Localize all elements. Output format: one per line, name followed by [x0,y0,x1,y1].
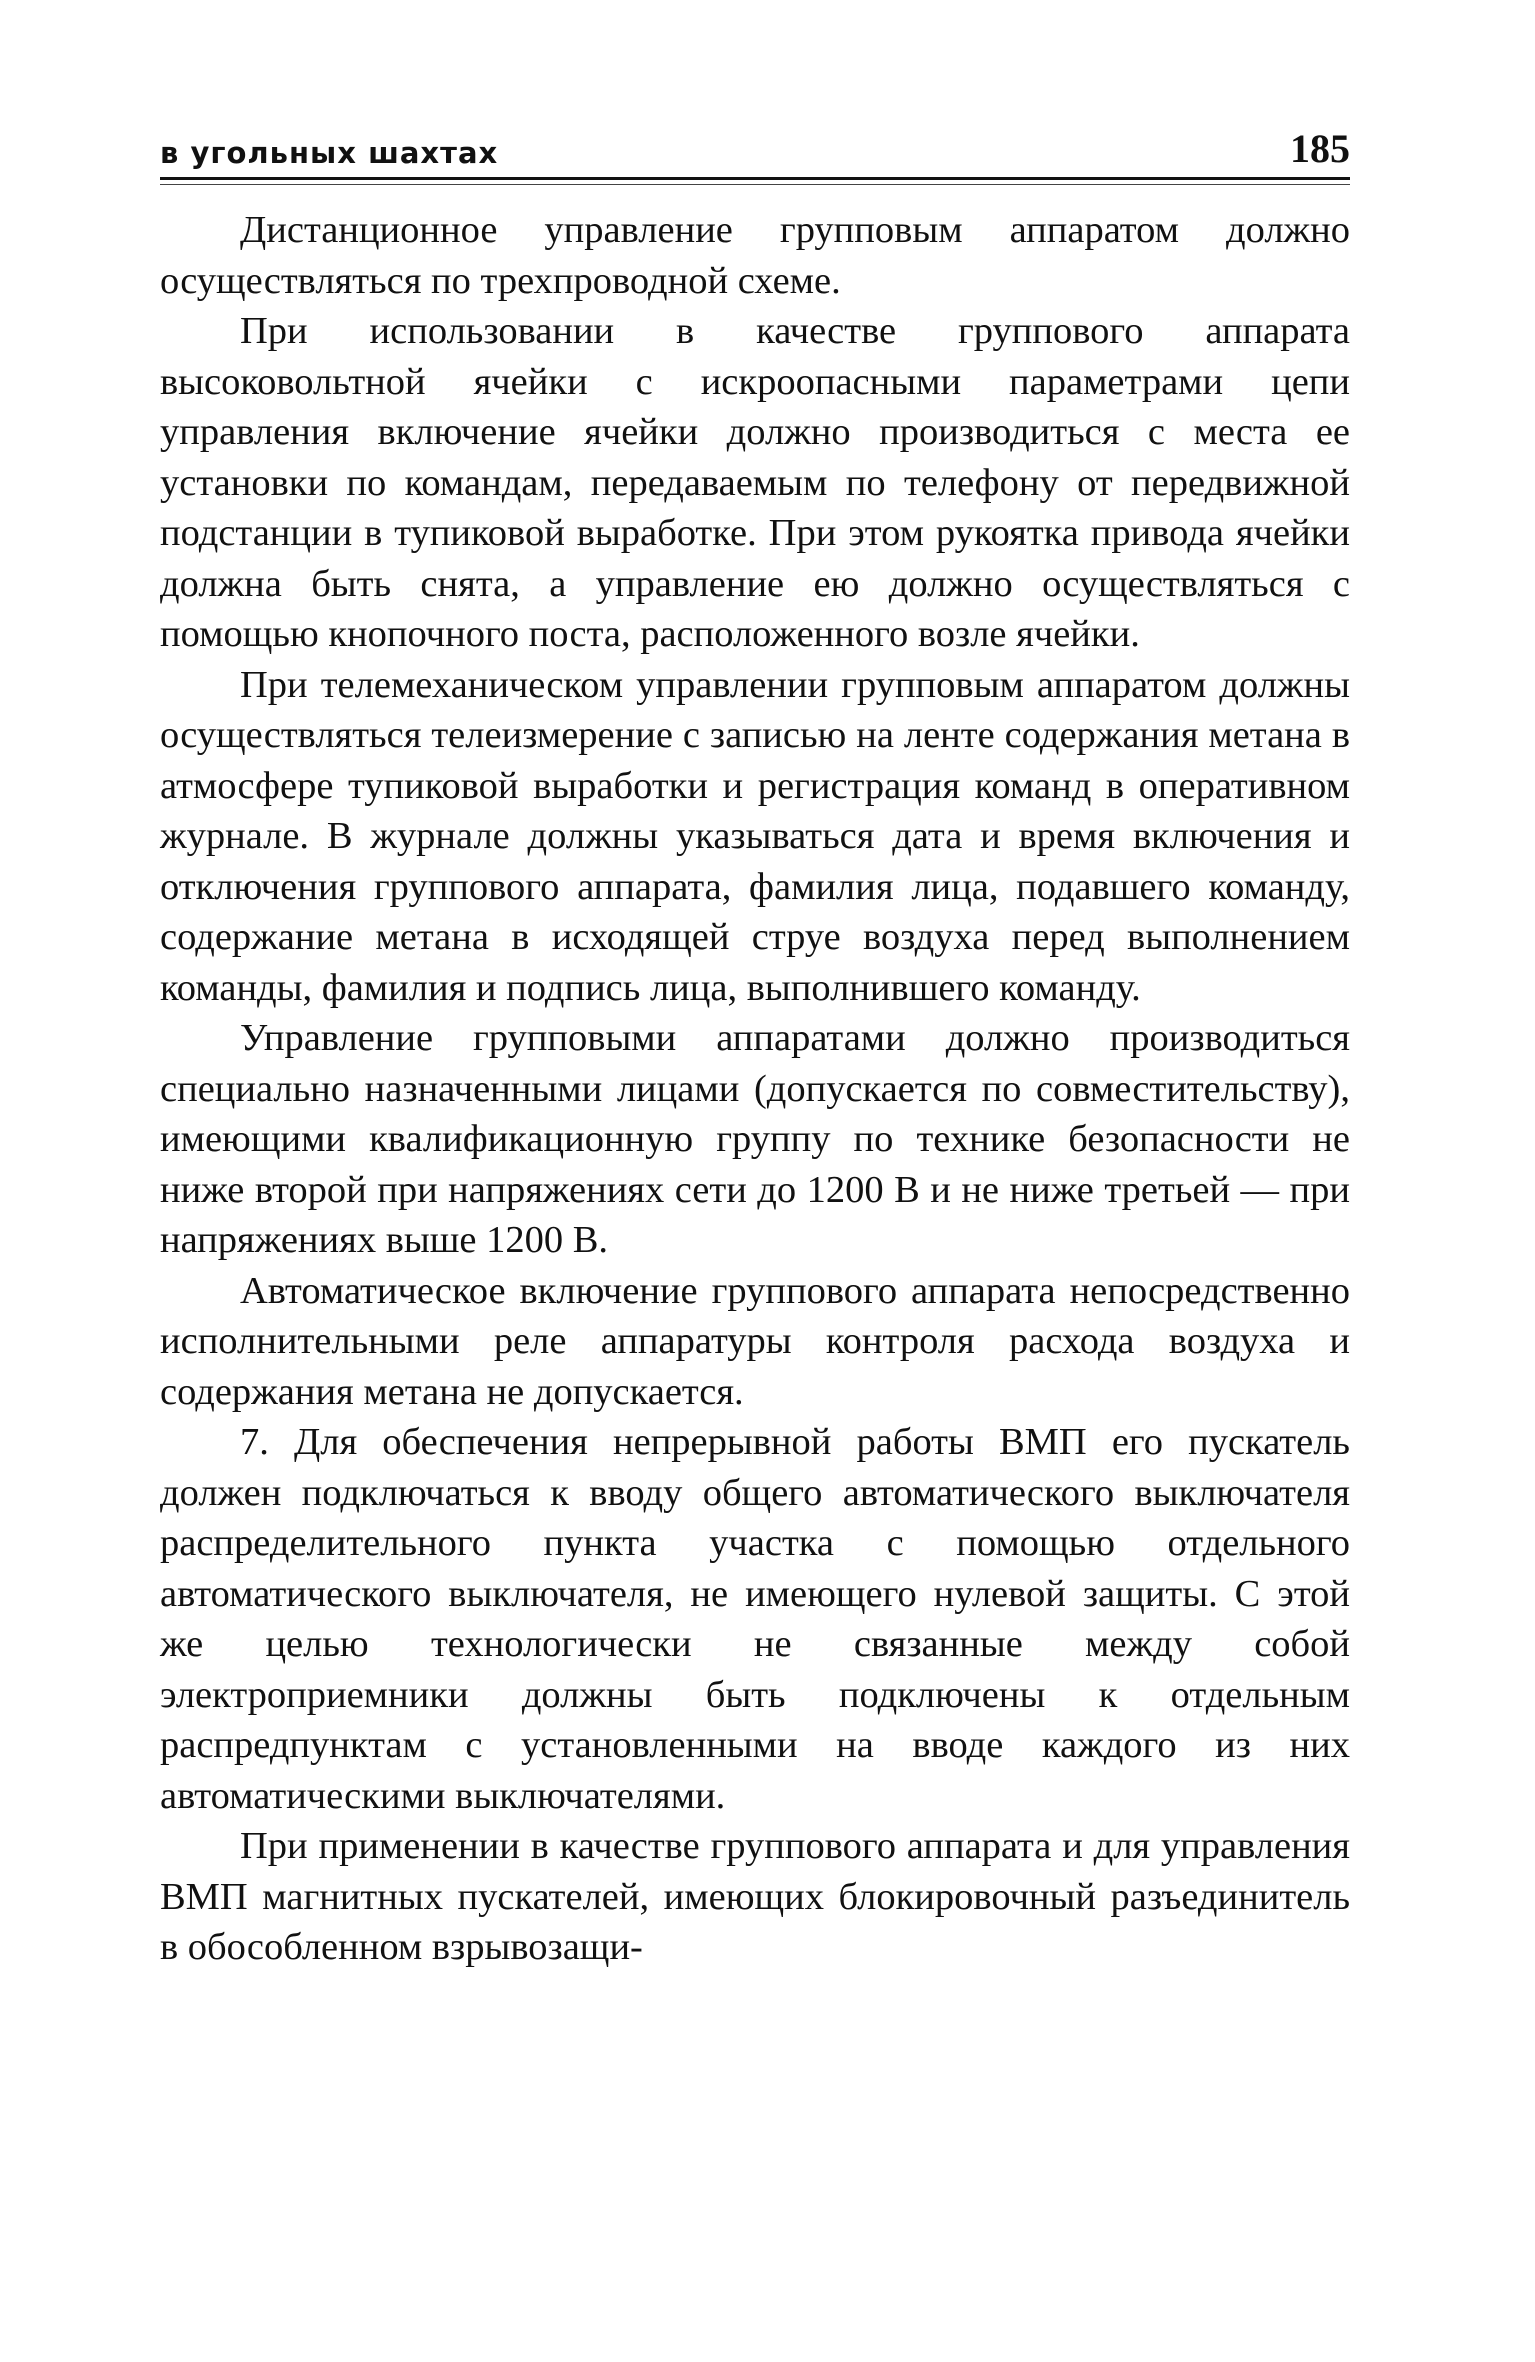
page-header [160,118,1350,178]
paragraph: При телемеханическом управлении групповым аппаратом должны осуществляться телеизмерение с записью на ленте содержания метана в атмосфере тупиковой выработки и регистрация команд в оперативном журнале. В журнале должны указываться дата и время включения и отключения группового аппарата, фамилия лица, подавшего команду, содержание метана в исходящей струе воздуха перед выполнением команды, фамилия и подпись лица, выполнившего команду. [160,663,1350,1009]
paragraph: При использовании в качестве группового аппарата высоковольтной ячейки с искроопасными параметрами цепи управления включение ячейки должно производиться с места ее установки по командам, передаваемым по телефону от передвижной подстанции в тупиковой выработке. При этом рукоятка привода ячейки должна быть снята, а управление ею должно осуществляться с помощью кнопочного поста, расположенного возле ячейки. [160,310,1350,655]
paragraph: При применении в качестве группового аппарата и для управления ВМП магнитных пускателей, имеющих блокировочный разъединитель в обособленном взрывозащи- [160,1825,1350,1968]
paragraph: 7. Для обеспечения непрерывной работы ВМП его пускатель должен подключаться к вводу общего автоматического выключателя распределительного пункта участка с помощью отдельного автоматического выключателя, не имеющего нулевой защиты. С этой же целью технологически не связанные между собой электроприемники должны быть подключены к отдельным распредпунктам с установленными на вводе каждого из них автоматическими выключателями. [160,1421,1350,1817]
paragraph: Дистанционное управление групповым аппаратом должно осуществляться по трехпроводной схеме. [160,209,1350,302]
header-rule-thin [160,184,1350,185]
running-head: в угольных шахтах [160,136,499,170]
paragraph: Автоматическое включение группового аппарата непосредственно исполнительными реле аппаратуры контроля расхода воздуха и содержания метана не допускается. [160,1269,1350,1413]
page-number: 185 [1290,126,1350,171]
page-body [160,205,1350,1973]
paragraph: Управление групповыми аппаратами должно производиться специально назначенными лицами (допускается по совместительству), имеющими квалификационную группу по технике безопасности не ниже второй при напряжениях сети до 1200 В и не ниже третьей — при напряжениях выше 1200 В. [160,1017,1350,1261]
header-rule [160,177,1350,180]
